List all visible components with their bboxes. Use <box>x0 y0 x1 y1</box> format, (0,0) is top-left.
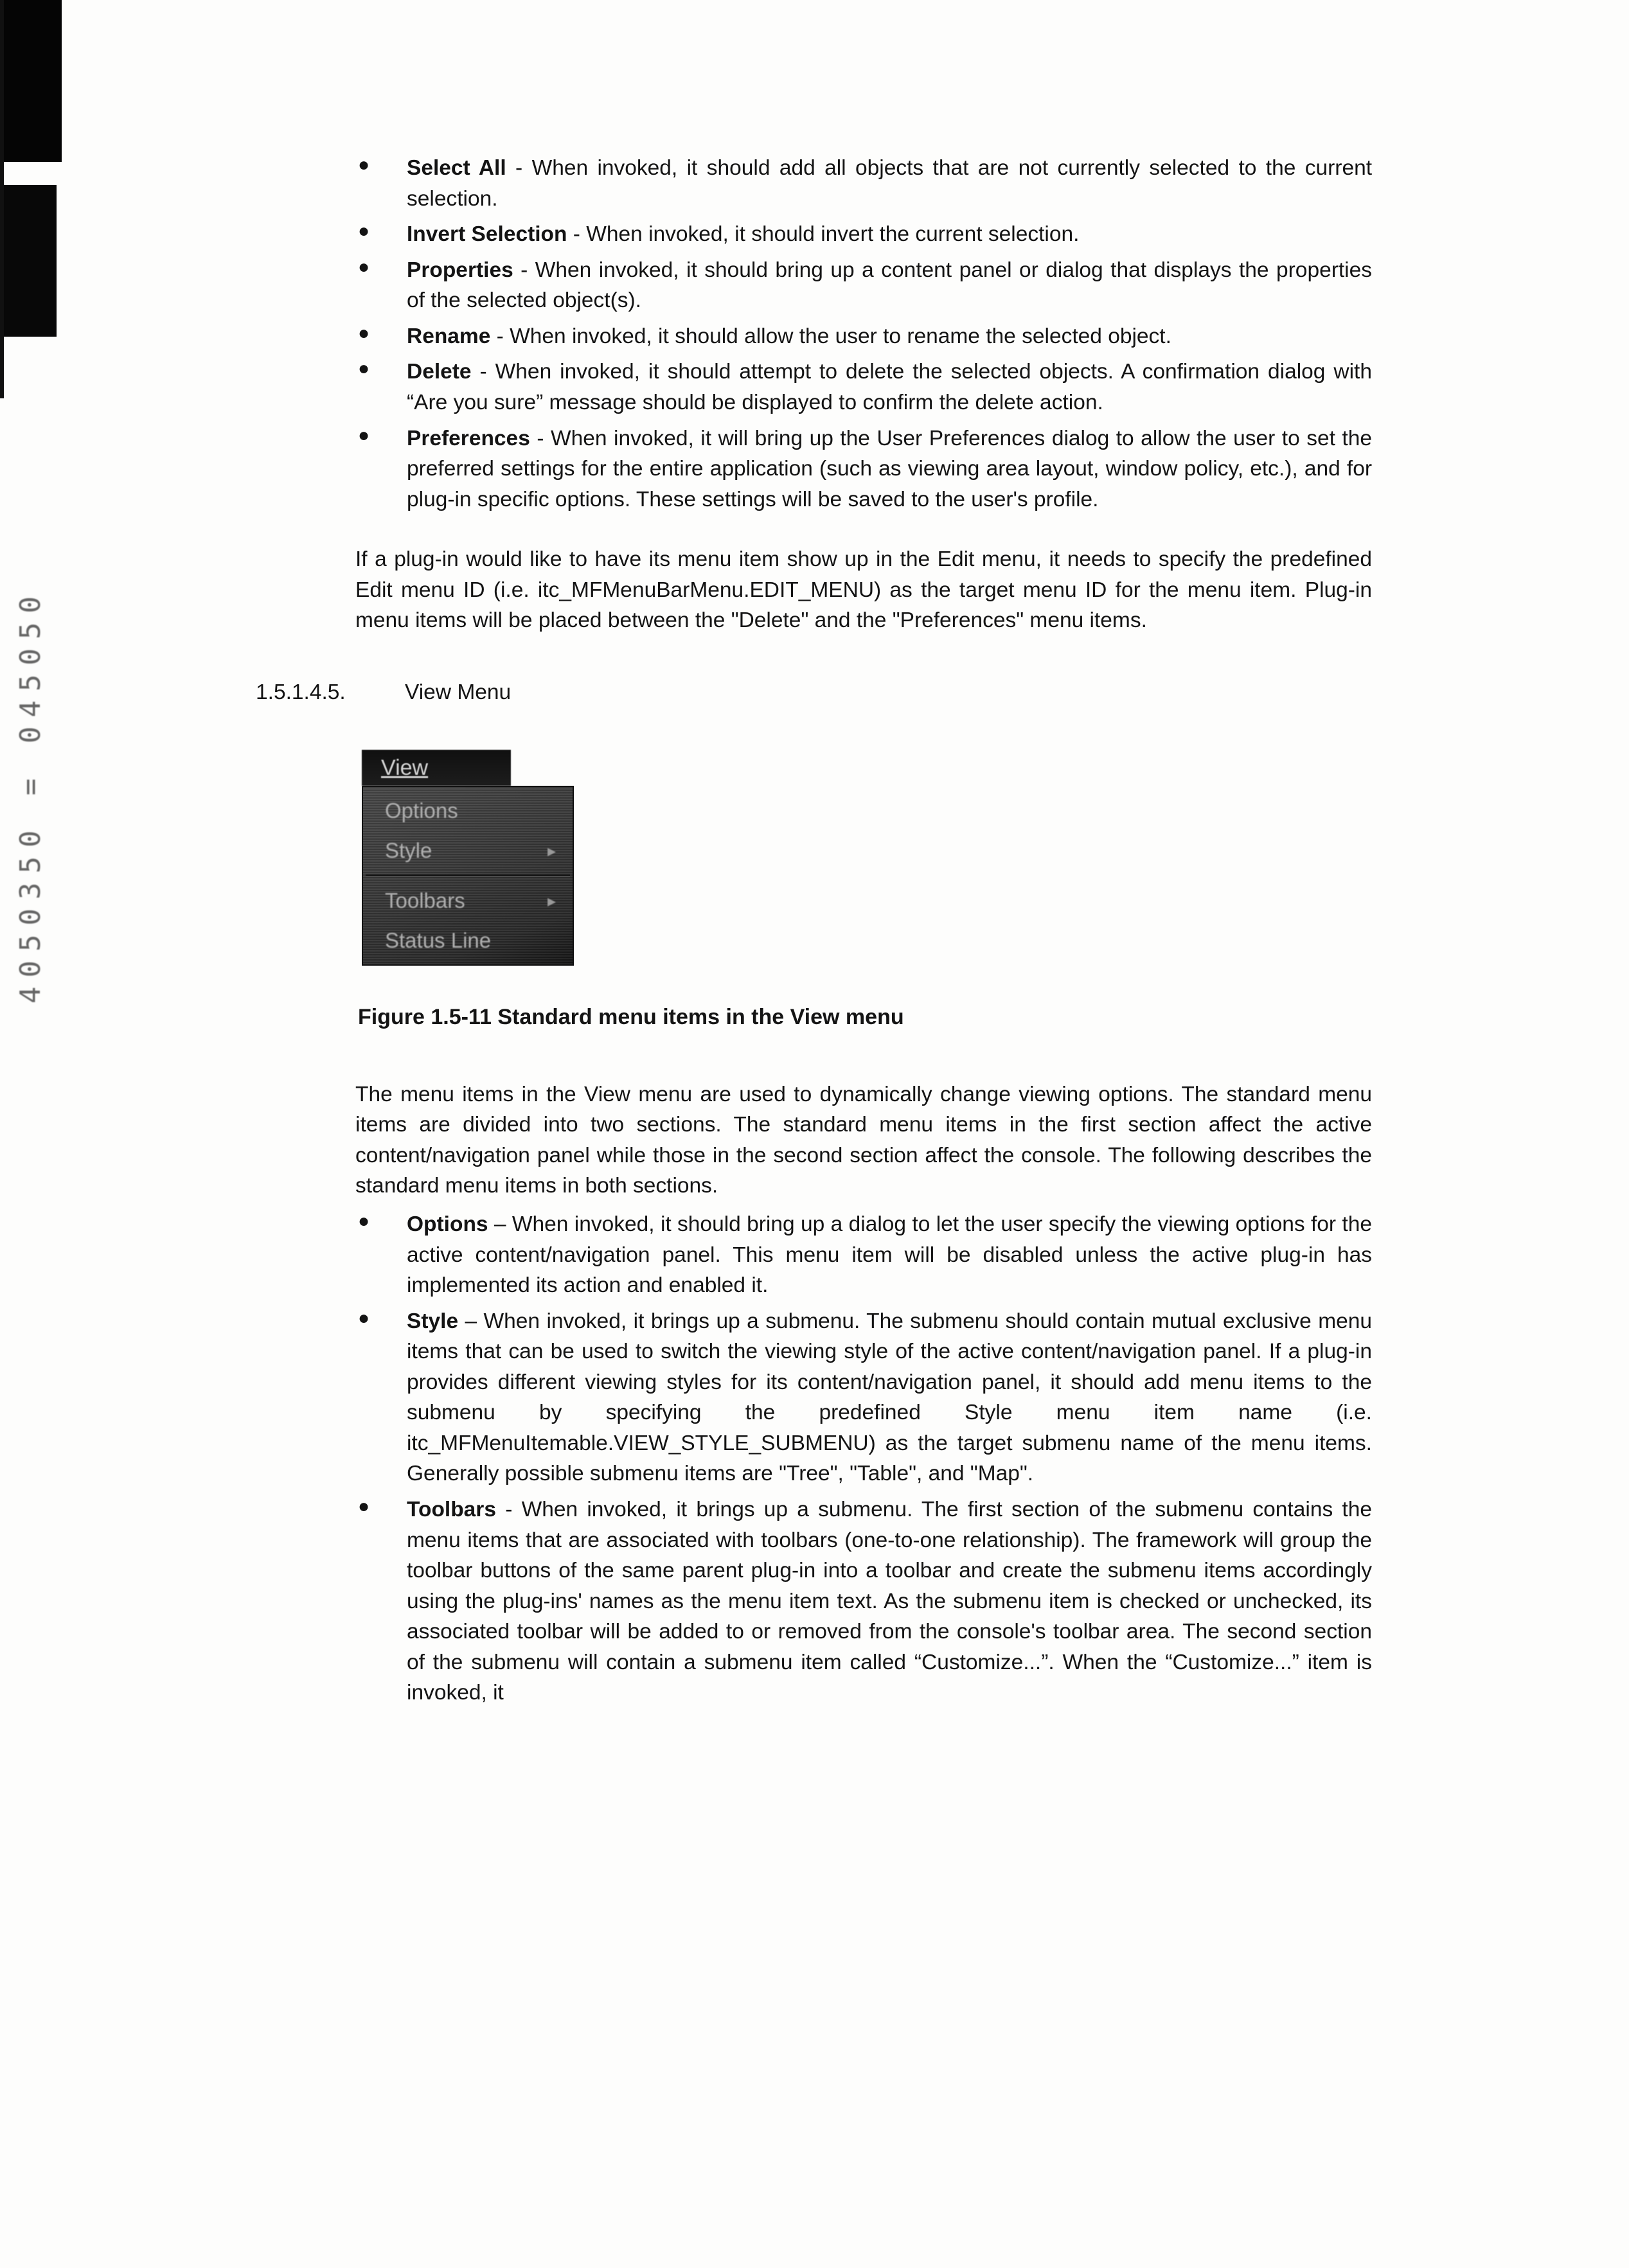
view-menu-bullet-list <box>355 1209 1372 1708</box>
bullet-marker: ● <box>358 358 370 380</box>
menu-item-style <box>363 831 573 871</box>
bullet-item-delete <box>355 357 1372 418</box>
bullet-marker: ● <box>358 424 370 446</box>
bullet-item-properties <box>355 255 1372 316</box>
bullet-text: – When invoked, it brings up a submenu. The submenu should contain mutual exclusive menu items that can be used to switch the viewing style of the active content/navigation panel. If a plug-in provides different viewing styles for its content/navigation panel, it should add menu items to the submenu by specifying the predefined Style menu item name (i.e. itc_MFMenuItemable.VIEW_STYLE_SUBMENU) as the target submenu name of the menu items. Generally possible submenu items are "Tree", "Table", and "Map". <box>407 1309 1372 1486</box>
bullet-label: Invert Selection <box>407 222 567 247</box>
bullet-marker: ● <box>358 154 370 175</box>
figure-caption: Figure 1.5-11 Standard menu items in the View menu <box>358 1005 904 1030</box>
menu-item-toolbars <box>363 881 573 921</box>
paragraph-edit-menu-plugin: If a plug-in would like to have its menu item show up in the Edit menu, it needs to specify the predefined Edit menu ID (i.e. itc_MFMenuBarMenu.EDIT_MENU) as the target menu ID for the menu item. Plug-in menu items will be placed between the "Delete" and the "Preferences" menu items. <box>355 547 1372 633</box>
scan-artifact-edge <box>0 0 4 398</box>
bullet-marker: ● <box>358 322 370 344</box>
bullet-label: Options <box>407 1212 488 1236</box>
menu-item-label: Toolbars <box>385 889 465 912</box>
bullet-text: - When invoked, it should allow the user to rename the selected object. <box>496 324 1171 348</box>
bullet-item-invert-selection <box>355 219 1372 250</box>
paragraph-view-menu: The menu items in the View menu are used to dynamically change viewing options. The standard menu items are divided into two sections. The standard menu items in the first section affect the active content/navigation panel while those in the second section affect the console. The following describes the standard menu items in both sections. <box>355 1082 1372 1198</box>
edit-menu-bullet-list <box>355 153 1372 515</box>
bullet-text: - When invoked, it brings up a submenu. The first section of the submenu contains the menu items that are associated with toolbars (one-to-one relationship). The framework will group the toolbar buttons of the same parent plug-in into a toolbar and create the submenu items accordingly using the plug-ins' names as the menu item text. As the submenu item is checked or unchecked, its associated toolbar will be added to or removed from the console's toolbar area. The second section of the submenu will contain a submenu item called “Customize...”. When the “Customize...” item is invoked, it <box>407 1498 1372 1705</box>
bullet-marker: ● <box>358 220 370 242</box>
menu-item-label: Style <box>385 838 432 862</box>
menu-separator <box>366 874 570 877</box>
bullet-marker: ● <box>358 1307 370 1329</box>
bullet-marker: ● <box>358 1496 370 1518</box>
bullet-label: Style <box>407 1309 459 1333</box>
bullet-label: Preferences <box>407 426 530 450</box>
bullet-item-options <box>355 1209 1372 1301</box>
bullet-label: Toolbars <box>407 1498 496 1522</box>
bullet-text: - When invoked, it should attempt to delete the selected objects. A confirmation dialog with “Are you sure” message should be displayed to confirm the delete action. <box>407 360 1372 414</box>
view-menu-dropdown-image <box>362 786 574 966</box>
bullet-item-select-all <box>355 153 1372 214</box>
bullet-label: Rename <box>407 324 491 348</box>
bullet-item-preferences <box>355 423 1372 515</box>
scan-artifact-bar-top <box>0 0 62 162</box>
scan-artifact-bar-bottom <box>0 185 57 337</box>
bullet-text: - When invoked, it should bring up a content panel or dialog that displays the properties of the selected object(s). <box>407 258 1372 313</box>
menu-item-label: Status Line <box>385 928 492 952</box>
bullet-text: - When invoked, it should invert the current selection. <box>573 222 1080 247</box>
submenu-arrow-icon: ▸ <box>547 840 556 860</box>
bullet-text: – When invoked, it should bring up a dialog to let the user specify the viewing options for the active content/navigation panel. This menu item will be disabled unless the active plug-in has implemented its action and enabled it. <box>407 1212 1372 1298</box>
bullet-label: Delete <box>407 360 472 384</box>
bullet-item-rename <box>355 321 1372 352</box>
bullet-item-style <box>355 1306 1372 1489</box>
fax-stamp-vertical-text: 4050350 = 045050 <box>14 587 47 1004</box>
section-title: View Menu <box>405 680 512 704</box>
bullet-label: Select All <box>407 156 506 180</box>
bullet-marker: ● <box>358 1210 370 1232</box>
bullet-text: - When invoked, it should add all objects that are not currently selected to the current selection. <box>407 156 1373 211</box>
bullet-text: - When invoked, it will bring up the User Preferences dialog to allow the user to set the preferred settings for the entire application (such as viewing area layout, window policy, etc.), and for plug-in specific options. These settings will be saved to the user's profile. <box>407 426 1372 511</box>
bullet-item-toolbars <box>355 1494 1372 1708</box>
menu-item-label: Options <box>385 799 458 822</box>
menu-item-status-line <box>363 921 573 961</box>
bullet-label: Properties <box>407 258 513 282</box>
document-content <box>256 153 1373 1714</box>
section-heading <box>256 677 1372 708</box>
figure-view-menu-screenshot <box>358 750 1372 1032</box>
submenu-arrow-icon: ▸ <box>547 890 556 910</box>
menu-item-options <box>363 791 573 831</box>
bullet-marker: ● <box>358 256 370 278</box>
view-menu-button-image: View <box>362 750 511 786</box>
section-number: 1.5.1.4.5. <box>256 680 346 704</box>
